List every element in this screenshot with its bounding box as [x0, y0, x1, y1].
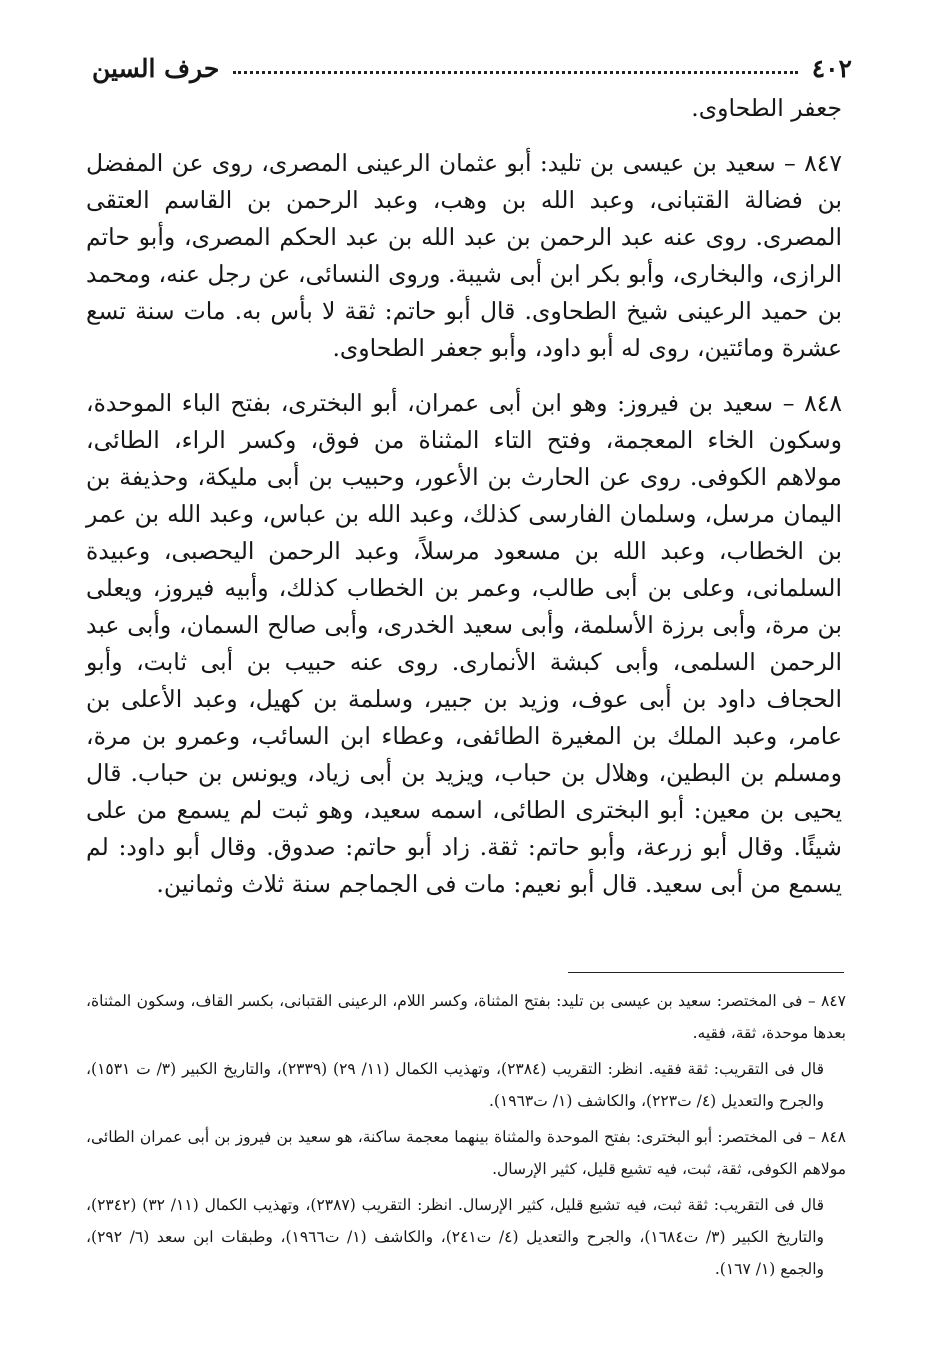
continuation-text: جعفر الطحاوى. [691, 94, 842, 122]
footnote-text: فى المختصر: أبو البخترى: بفتح الموحدة والمثناة بينهما معجمة ساكنة، هو سعيد بن فيروز بن أبى عمران الطائى، مولاهم الكوفى، ثقة، ثبت، فيه تشيع قليل، كثير الإرسال. [86, 1128, 846, 1178]
entry-text: سعيد بن فيروز: وهو ابن أبى عمران، أبو البخترى، بفتح الباء الموحدة، وسكون الخاء المعجمة، وفتح التاء المثناة من فوق، وكسر الراء، الطائى، مولاهم الكوفى. روى عن الحارث بن الأعور، وحبيب بن أبى مليكة، وحذيفة بن اليمان مرسل، وسلمان الفارسى كذلك، وعبد الله بن عباس، وعبد الله بن عمر بن الخطاب، وعبد الله بن مسعود مرسلاً، وعبد الرحمن اليحصبى، وعبيدة السلمانى، وعلى بن أبى طالب، وعمر بن الخطاب كذلك، وأبيه فيروز، ويعلى بن مرة، وأبى برزة الأسلمة، وأبى سعيد الخدرى، وأبى صالح السمان، وأبى عبد الرحمن السلمى، وأبى كبشة الأنمارى. روى عنه حبيب بن أبى ثابت، وأبو الحجاف داود بن أبى عوف، وزيد بن جبير، وسلمة بن كهيل، وعبد الأعلى بن عامر، وعبد الملك بن المغيرة الطائفى، وعطاء ابن السائب، وعمرو بن مرة، ومسلم بن البطين، وهلال بن حباب، ويزيد بن أبى زياد، ويونس بن حباب. قال يحيى بن معين: أبو البخترى الطائى، اسمه سعيد، وهو ثبت لم يسمع من على شيئًا. وقال أبو زرعة، وأبو حاتم: ثقة. زاد أبو حاتم: صدوق. وقال أبو داود: لم يسمع من أبى سعيد. قال أبو نعيم: مات فى الجماجم سنة ثلاث وثمانين. [86, 389, 842, 898]
entry-847 [86, 145, 842, 367]
entry-dash: – [773, 389, 795, 417]
entry-number: ٨٤٨ [804, 389, 842, 417]
footnote-number: ٨٤٨ [821, 1128, 846, 1146]
entry-848 [86, 385, 842, 903]
main-text [86, 90, 842, 903]
footnote-dash: – [802, 992, 816, 1010]
footnote-847-mukhtasar [86, 985, 846, 1049]
footnote-dash: – [802, 1128, 816, 1146]
footnote-848-taqrib: قال فى التقريب: ثقة ثبت، فيه تشيع قليل، كثير الإرسال. انظر: التقريب (٢٣٨٧)، وتهذيب الكمال (١١/ ٣٢) (٢٣٤٢)، والتاريخ الكبير (٣/ ت١٦٨٤)، والجرح والتعديل (٤/ ت٢٤١)، والكاشف (١/ ت١٩٦٦)، وطبقات ابن سعد (٦/ ٢٩٢)، والجمع (١/ ١٦٧). [86, 1196, 825, 1278]
footnote-text: فى المختصر: سعيد بن عيسى بن تليد: بفتح المثناة، وكسر اللام، الرعينى القتبانى، بكسر القاف، وسكون المثناة، بعدها موحدة، ثقة، فقيه. [86, 992, 846, 1042]
entry-number: ٨٤٧ [804, 149, 842, 177]
footnote-848-mukhtasar [86, 1121, 846, 1185]
entry-dash: – [775, 149, 796, 177]
footnote-separator [568, 972, 844, 973]
entry-text: سعيد بن عيسى بن تليد: أبو عثمان الرعينى المصرى، روى عن المفضل بن فضالة القتبانى، وعبد الله بن وهب، وعبد الرحمن بن القاسم العتقى المصرى. روى عنه عبد الرحمن بن عبد الله بن عبد الحكم المصرى، وأبو حاتم الرازى، والبخارى، وأبو بكر ابن أبى شيبة. وروى النسائى، عن رجل عنه، ومحمد بن حميد الرعينى شيخ الطحاوى. قال أبو حاتم: ثقة لا بأس به. مات سنة تسع عشرة ومائتين، روى له أبو داود، وأبو جعفر الطحاوى. [86, 149, 842, 362]
running-header [92, 48, 852, 88]
footnotes [86, 985, 846, 1285]
dotted-leader [233, 71, 797, 74]
footnote-847-taqrib: قال فى التقريب: ثقة فقيه. انظر: التقريب (٢٣٨٤)، وتهذيب الكمال (١١/ ٢٩) (٢٣٣٩)، والتاريخ الكبير (٣/ ت ١٥٣١)، والجرح والتعديل (٤/ ت٢٢٣)، والكاشف (١/ ت١٩٦٣). [86, 1060, 824, 1110]
chapter-title: حرف السين [92, 53, 220, 83]
footnote-number: ٨٤٧ [821, 992, 846, 1010]
page-number: ٤٠٢ [811, 53, 852, 83]
